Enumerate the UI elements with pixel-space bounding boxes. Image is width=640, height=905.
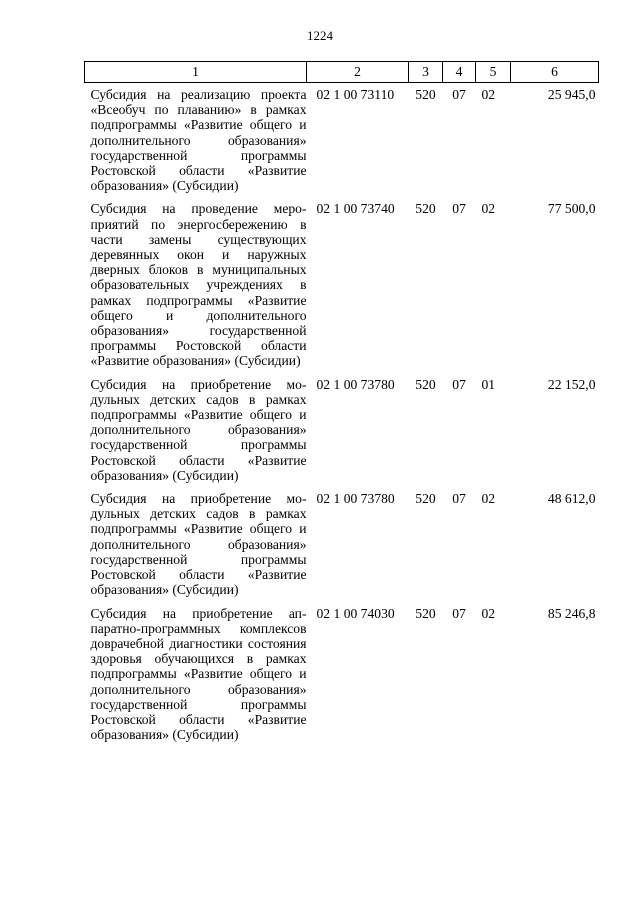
- row-name-cell: Субсидия на приобретение модульных детских садов в рамках подпрограммы «Развитие общего и дополнительного образования» государственной программы Ростовской области «Развитие образования» (Субсидии): [90, 491, 307, 598]
- header-col-1: 1: [85, 62, 307, 83]
- row-col3-cell: 520: [415, 605, 436, 621]
- row-name-cell: Субсидия на приобретение аппаратно-программных комплексов доврачебной диагностики состояния здоровья обучающихся в рамках подпрограммы «Развитие общего и дополнительного образования» государственной программы Ростовской области «Развитие образования» (Субсидии): [90, 605, 307, 743]
- row-sum-cell: 85 246,8: [547, 605, 596, 621]
- row-col3-cell: 520: [415, 201, 436, 217]
- header-col-5: 5: [476, 62, 511, 83]
- table-row: [85, 83, 599, 197]
- row-col5-cell: 01: [481, 376, 496, 392]
- row-sum-cell: 25 945,0: [547, 87, 596, 102]
- row-col5-cell: 02: [481, 605, 496, 621]
- table-header-row: [85, 62, 599, 83]
- row-name-cell: Субсидия на реализацию проекта «Всеобуч по плаванию» в рамках подпрограммы «Развитие общего и дополнительного образования» государственной программы Ростовской области «Развитие образования» (Субсидии): [90, 87, 307, 194]
- budget-table: [84, 61, 599, 745]
- header-col-4: 4: [443, 62, 476, 83]
- row-col3-cell: 520: [415, 87, 436, 102]
- row-sum-cell: 48 612,0: [547, 491, 596, 507]
- row-col4-cell: 07: [452, 376, 466, 392]
- row-col3-cell: 520: [415, 491, 436, 507]
- row-name-cell: Субсидия на проведение мероприятий по энергосбережению в части замены существующих деревянных окон и наружных дверных блоков в муниципальных образовательных учреждениях в рамках подпрограммы «Развитие общего и дополнительного образования» государственной программы Ростовской области «Развитие образования» (Субсидии): [90, 201, 307, 369]
- row-code-cell: 02 1 00 73740: [316, 201, 395, 217]
- row-col5-cell: 02: [481, 491, 496, 507]
- row-code-cell: 02 1 00 73780: [316, 491, 395, 507]
- table-row: [85, 601, 599, 746]
- row-col4-cell: 07: [452, 605, 466, 621]
- header-col-6: 6: [511, 62, 599, 83]
- header-col-3: 3: [409, 62, 443, 83]
- table-row: [85, 196, 599, 371]
- row-code-cell: 02 1 00 73110: [316, 87, 395, 102]
- row-col5-cell: 02: [481, 87, 496, 102]
- row-name-cell: Субсидия на приобретение модульных детских садов в рамках подпрограммы «Развитие общего и дополнительного образования» государственной программы Ростовской области «Развитие образования» (Субсидии): [90, 376, 307, 483]
- row-code-cell: 02 1 00 73780: [316, 376, 395, 392]
- page-number: 1224: [307, 28, 333, 43]
- row-col4-cell: 07: [452, 491, 466, 507]
- row-col5-cell: 02: [481, 201, 496, 217]
- row-col4-cell: 07: [452, 87, 466, 102]
- row-col3-cell: 520: [415, 376, 436, 392]
- header-col-2: 2: [307, 62, 409, 83]
- row-code-cell: 02 1 00 74030: [316, 605, 395, 621]
- row-sum-cell: 77 500,0: [547, 201, 596, 217]
- table-row: [85, 486, 599, 600]
- table-row: [85, 372, 599, 486]
- row-sum-cell: 22 152,0: [547, 376, 596, 392]
- row-col4-cell: 07: [452, 201, 466, 217]
